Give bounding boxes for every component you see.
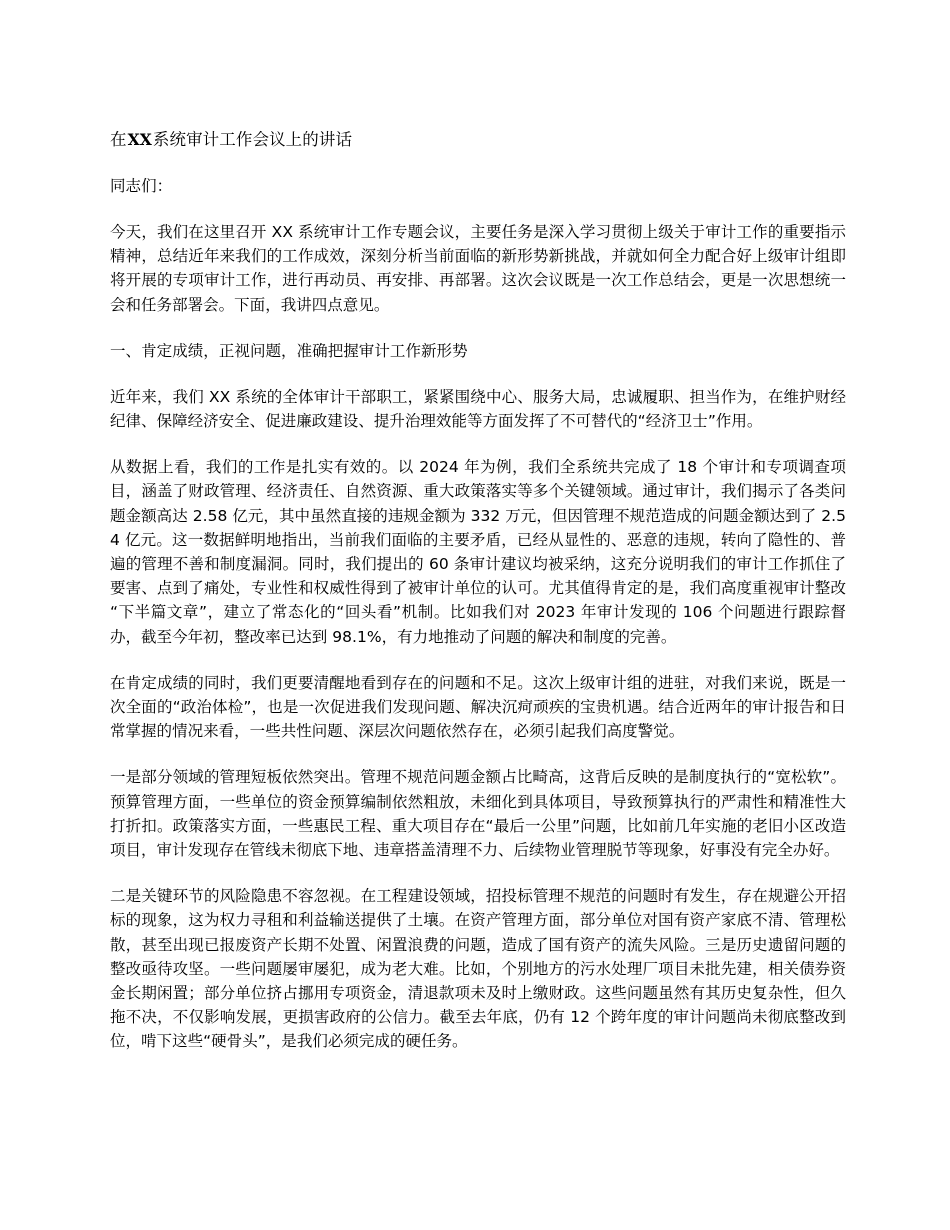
page-title — [110, 128, 846, 152]
paragraph-achievements: 近年来，我们 XX 系统的全体审计干部职工，紧紧围绕中心、服务大局，忠诚履职、担当作为，在维护财经纪律、保障经济安全、促进廉政建设、提升治理效能等方面发挥了不可替代的“经济卫士”作用。 — [110, 387, 846, 431]
salutation: 同志们： — [110, 177, 173, 195]
title-prefix: 在 — [110, 130, 127, 149]
title-latin-token: XX — [127, 130, 152, 149]
title-suffix: 系统审计工作会议上的讲话 — [152, 130, 353, 149]
section-heading-one: 一、肯定成绩，正视问题，准确把握审计工作新形势 — [110, 341, 468, 360]
paragraph-issue-one: 一是部分领域的管理短板依然突出。管理不规范问题金额占比畸高，这背后反映的是制度执行的“宽松软”。预算管理方面，一些单位的资金预算编制依然粗放，未细化到具体项目，导致预算执行的严肃性和精准性大打折扣。政策落实方面，一些惠民工程、重大项目存在“最后一公里”问题，比如前几年实施的老旧小区改造项目，审计发现存在管线未彻底下地、违章搭盖清理不力、后续物业管理脱节等现象，好事没有完全办好。 — [110, 768, 846, 860]
paragraph-data-review: 从数据上看，我们的工作是扎实有效的。以 2024 年为例，我们全系统共完成了 18 个审计和专项调查项目，涵盖了财政管理、经济责任、自然资源、重大政策落实等多个关键领域。通过审计，我们揭示了各类问题金额高达 2.58 亿元，其中虽然直接的违规金额为 332 万元，但因管理不规范造成的问题金额达到了 2.54 亿元。这一数据鲜明地指出，当前我们面临的主要矛盾，已经从显性的、恶意的违规，转向了隐性的、普遍的管理不善和制度漏洞。同时，我们提出的 60 条审计建议均被采纳，这充分说明我们的审计工作抓住了要害、点到了痛处，专业性和权威性得到了被审计单位的认可。尤其值得肯定的是，我们高度重视审计整改“下半篇文章”，建立了常态化的“回头看”机制。比如我们对 2023 年审计发现的 106 个问题进行跟踪督办，截至今年初，整改率已达到 98.1%，有力地推动了问题的解决和制度的完善。 — [110, 458, 846, 646]
paragraph-issue-two: 二是关键环节的风险隐患不容忽视。在工程建设领域，招投标管理不规范的问题时有发生，存在规避公开招标的现象，这为权力寻租和利益输送提供了土壤。在资产管理方面，部分单位对国有资产家底不清、管理松散，甚至出现已报废资产长期不处置、闲置浪费的问题，造成了国有资产的流失风险。三是历史遗留问题的整改亟待攻坚。一些问题屡审屡犯，成为老大难。比如，个别地方的污水处理厂项目未批先建，相关债券资金长期闲置；部分单位挤占挪用专项资金，清退款项未及时上缴财政。这些问题虽然有其历史复杂性，但久拖不决，不仅影响发展，更损害政府的公信力。截至去年底，仍有 12 个跨年度的审计问题尚未彻底整改到位，啃下这些“硬骨头”，是我们必须完成的硬任务。 — [110, 887, 846, 1051]
paragraph-problems-intro: 在肯定成绩的同时，我们更要清醒地看到存在的问题和不足。这次上级审计组的进驻，对我们来说，既是一次全面的“政治体检”，也是一次促进我们发现问题、解决沉疴顽疾的宝贵机遇。结合近两年的审计报告和日常掌握的情况来看，一些共性问题、深层次问题依然存在，必须引起我们高度警觉。 — [110, 673, 846, 741]
document-body — [110, 128, 846, 1054]
paragraph-intro: 今天，我们在这里召开 XX 系统审计工作专题会议，主要任务是深入学习贯彻上级关于审计工作的重要指示精神，总结近年来我们的工作成效，深刻分析当前面临的新形势新挑战，并就如何全力配合好上级审计组即将开展的专项审计工作，进行再动员、再安排、再部署。这次会议既是一次工作总结会，更是一次思想统一会和任务部署会。下面，我讲四点意见。 — [110, 223, 846, 314]
